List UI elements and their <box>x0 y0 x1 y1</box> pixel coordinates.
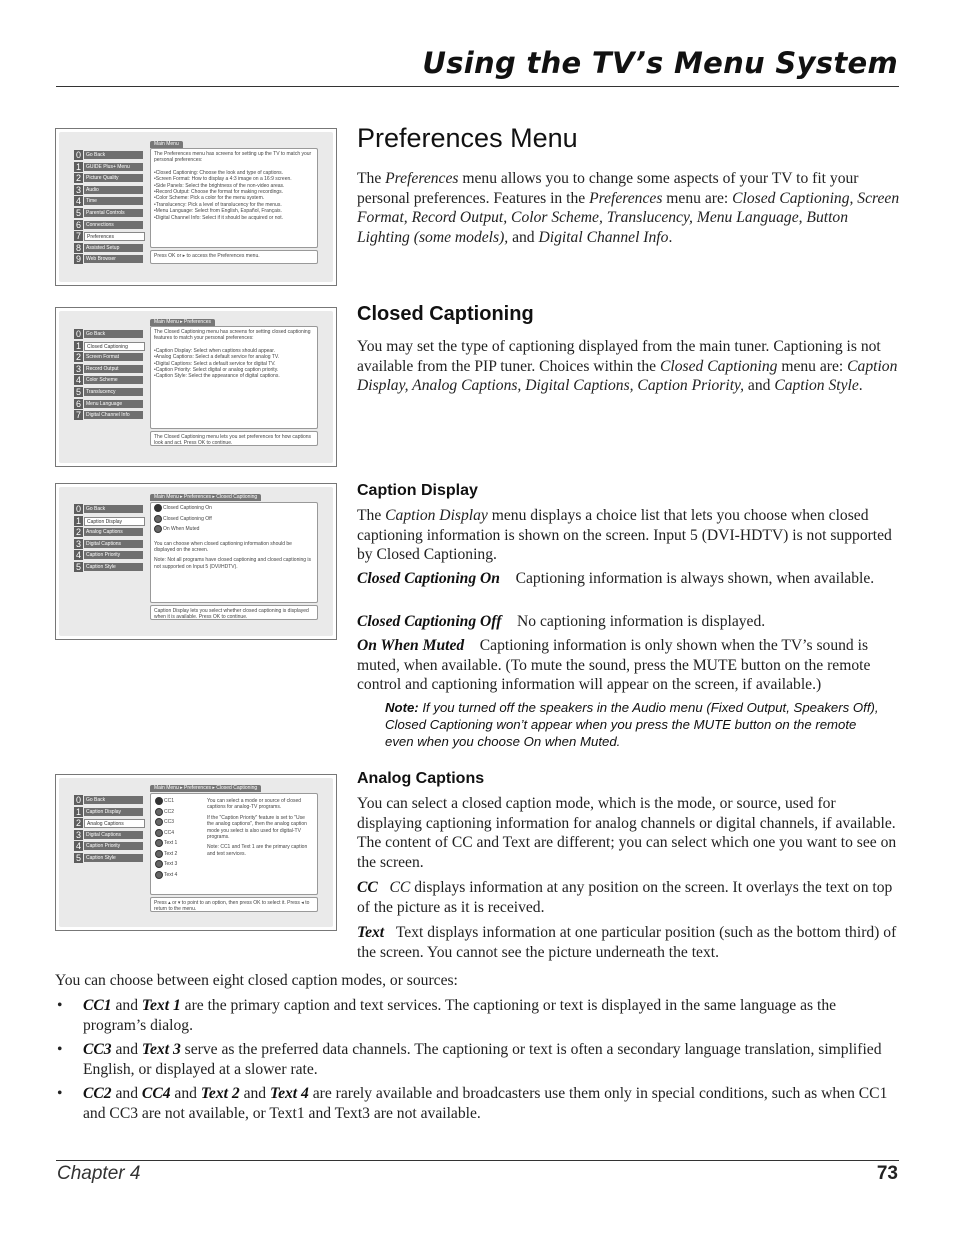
menu-item-label: Digital Captions <box>84 831 143 839</box>
menu-item-number: 5 <box>75 207 81 218</box>
option-column <box>155 798 199 882</box>
menu-text-line: If the "Caption Priority" feature is set to "Use the analog captions", then the analog caption mode you select is also used for digital-TV programs. <box>207 814 307 841</box>
menu-text-line: •Menu Language: Select from English, Español, Français. <box>154 208 282 215</box>
menu-item-number: 1 <box>75 161 81 172</box>
menu-item-number: 5 <box>75 386 81 397</box>
menu-item-label: Digital Captions <box>84 540 143 548</box>
menu-item[interactable] <box>74 220 144 232</box>
menu-item-label: Analog Captions <box>84 528 143 536</box>
menu-item[interactable] <box>74 329 144 341</box>
radio-label: Closed Captioning On <box>163 505 212 511</box>
section-title-analog-captions: Analog Captions <box>357 770 485 787</box>
menu-item-number: 0 <box>75 150 81 160</box>
radio-icon <box>155 797 163 805</box>
radio-option[interactable] <box>155 830 199 841</box>
menu-options <box>150 502 318 603</box>
section-title-preferences: Preferences Menu <box>357 123 578 153</box>
menu-item[interactable] <box>74 341 144 353</box>
radio-label: CC4 <box>164 829 175 836</box>
menu-item-number: 7 <box>75 410 81 421</box>
cc-definition: CC CC displays information at any position on the screen. It overlays the text on top of the picture as it is received. <box>357 879 893 916</box>
menu-item-label: Caption Style <box>84 563 143 571</box>
footer-chapter: Chapter 4 <box>57 1163 141 1184</box>
menu-item-number: 3 <box>75 538 81 549</box>
page-number: 73 <box>876 1163 898 1184</box>
footer-rule <box>56 1160 899 1161</box>
radio-label: On When Muted <box>163 526 200 532</box>
text-definition: Text Text displays information at one particular position (such as the bottom third) of the screen. You cannot see the picture underneath the text. <box>357 924 897 961</box>
menu-item-number: 8 <box>75 242 81 253</box>
menu-item-number: 0 <box>75 329 81 339</box>
menu-item-label: Connections <box>84 221 143 229</box>
menu-item-number: 1 <box>75 340 81 351</box>
section-title-caption-display: Caption Display <box>357 482 478 499</box>
menu-item[interactable] <box>74 162 144 174</box>
breadcrumb: Main Menu ▸ Preferences <box>150 319 215 326</box>
menu-item[interactable] <box>74 196 144 208</box>
menu-item-number: 1 <box>75 806 81 817</box>
menu-nav <box>74 150 144 266</box>
menu-item-label: Caption Priority <box>84 842 143 850</box>
menu-text-line: •Closed Captioning: Choose the look and type of captions. <box>154 169 284 176</box>
menu-item-number: 6 <box>75 398 81 409</box>
menu-help-text: Press ▴ or ▾ to point to an option, then press OK to select it. Press ◂ to return to the menu. <box>150 897 318 912</box>
menu-help-text: Caption Display lets you select whether closed captioning is displayed when it is available. Press OK to continue. <box>150 605 318 620</box>
menu-item-number: 4 <box>75 550 81 561</box>
menu-item-label: Analog Captions <box>84 819 145 828</box>
menu-item-label: Web Browser <box>84 255 143 263</box>
radio-icon <box>155 871 163 879</box>
menu-description <box>150 148 318 248</box>
radio-icon <box>155 829 163 837</box>
menu-item-number: 2 <box>75 818 81 829</box>
radio-option[interactable] <box>154 516 314 527</box>
breadcrumb: Main Menu ▸ Preferences ▸ Closed Captioning <box>150 785 261 792</box>
menu-item-number: 7 <box>75 231 81 242</box>
menu-item-number: 9 <box>75 254 81 265</box>
menu-item[interactable] <box>74 352 144 364</box>
menu-text-line: Note: CC1 and Text 1 are the primary caption and text services. <box>207 844 308 857</box>
radio-label: CC2 <box>164 808 175 815</box>
menu-text-line: •Digital Captions: Select a default service for digital TV. <box>154 360 276 367</box>
radio-label: CC3 <box>164 819 175 825</box>
menu-item-number: 2 <box>75 352 81 363</box>
menu-item-number: 0 <box>75 504 81 514</box>
caption-display-paragraph: The Caption Display menu displays a choice list that lets you choose when closed captioning information is shown on the screen. Input 5 (DVI-HDTV) is not supported by Closed Captioning. <box>357 507 892 564</box>
menu-item[interactable] <box>74 150 144 162</box>
menu-item-number: 2 <box>75 173 81 184</box>
menu-item[interactable] <box>74 375 144 387</box>
menu-item[interactable] <box>74 516 144 528</box>
screenshot-preferences-menu <box>55 307 337 467</box>
radio-option[interactable] <box>155 861 199 872</box>
menu-text-line: •Screen Format: How to display a 4:3 image on a 16:9 screen. <box>154 176 292 183</box>
bullet-glyph: • <box>57 1041 63 1058</box>
menu-item-label: Translucency <box>84 388 143 396</box>
caption-modes-intro: You can choose between eight closed caption modes, or sources: <box>55 972 458 989</box>
description-column <box>207 798 311 857</box>
menu-item-number: 3 <box>75 829 81 840</box>
menu-item[interactable] <box>74 185 144 197</box>
menu-item[interactable] <box>74 387 144 399</box>
menu-item[interactable] <box>74 243 144 255</box>
menu-item-label: Go Back <box>84 796 143 804</box>
menu-item[interactable] <box>74 231 144 243</box>
radio-label: Text 1 <box>164 840 178 846</box>
radio-option[interactable] <box>154 526 314 537</box>
menu-item[interactable] <box>74 853 144 865</box>
screenshot-analog-captions-menu <box>55 774 337 931</box>
menu-item-label: Go Back <box>84 330 143 338</box>
menu-text-line: •Caption Priority: Select digital or analog caption priority. <box>154 367 279 374</box>
menu-item[interactable] <box>74 364 144 376</box>
menu-item-number: 4 <box>75 375 81 386</box>
menu-item-label: Color Scheme <box>84 376 143 384</box>
radio-icon <box>155 839 163 847</box>
radio-label: Text 4 <box>164 871 178 878</box>
radio-label: CC1 <box>164 798 175 804</box>
menu-item-number: 2 <box>75 527 81 538</box>
radio-option[interactable] <box>155 872 199 883</box>
menu-item-label: Digital Channel Info <box>84 411 143 419</box>
menu-item[interactable] <box>74 562 144 574</box>
menu-item-label: Go Back <box>84 505 143 513</box>
radio-option[interactable] <box>155 840 199 851</box>
menu-item-number: 3 <box>75 363 81 374</box>
list-item: • CC2 and CC4 and Text 2 and Text 4 are rarely available and broadcasters use them only in special conditions, such as when CC1 and CC3 are not available, or Text1 and Text3 are not available. <box>57 1085 888 1122</box>
menu-item-number: 6 <box>75 219 81 230</box>
menu-text-line: •Color Scheme: Pick a color for the menu system. <box>154 195 265 202</box>
menu-text-line: •Analog Captions: Select a default service for analog TV. <box>154 354 280 361</box>
menu-item-label: Parental Controls <box>84 209 143 217</box>
menu-text-line: •Record Output: Choose the format for making recordings. <box>154 189 284 196</box>
menu-item-number: 4 <box>75 841 81 852</box>
menu-item-label: Go Back <box>84 151 143 159</box>
menu-item[interactable] <box>74 527 144 539</box>
menu-text-line: The Closed Captioning menu has screens for setting closed captioning features to match your personal preferences: <box>154 329 311 342</box>
menu-help-text: Press OK or ▸ to access the Preferences menu. <box>150 250 318 264</box>
menu-item[interactable] <box>74 399 144 411</box>
radio-icon <box>154 504 162 512</box>
menu-nav <box>74 504 144 574</box>
menu-item[interactable] <box>74 841 144 853</box>
menu-item[interactable] <box>74 208 144 220</box>
screenshot-main-menu <box>55 128 337 286</box>
menu-item-label: Picture Quality <box>84 174 143 182</box>
menu-item-number: 4 <box>75 196 81 207</box>
cc-off-definition: Closed Captioning Off No captioning information is displayed. <box>357 613 766 630</box>
radio-icon <box>155 850 163 858</box>
breadcrumb: Main Menu ▸ Preferences ▸ Closed Captioning <box>150 494 261 501</box>
menu-item-label: Screen Format <box>84 353 143 361</box>
header-rule <box>56 86 899 87</box>
menu-item[interactable] <box>74 539 144 551</box>
analog-captions-paragraph: You can select a closed caption mode, which is the mode, or source, used for displaying captioning information for analog channels or digital channels, if available. The content of CC and Text are different; you can select which one you want to see on the screen. <box>357 795 897 871</box>
menu-nav <box>74 329 144 422</box>
page-header-title: Using the TV’s Menu System <box>422 46 898 80</box>
radio-option[interactable] <box>154 505 314 516</box>
menu-text-line: You can select a mode or source of closed captions for analog-TV programs. <box>207 798 302 811</box>
menu-description <box>150 326 318 429</box>
radio-icon <box>154 525 162 533</box>
radio-option[interactable] <box>155 798 199 809</box>
radio-label: Text 3 <box>164 861 178 867</box>
menu-item-label: Closed Captioning <box>84 342 145 351</box>
radio-option[interactable] <box>155 851 199 862</box>
menu-item-label: Time <box>84 197 143 205</box>
menu-item-label: Audio <box>84 186 143 194</box>
speaker-note: Note: If you turned off the speakers in the Audio menu (Fixed Output, Speakers Off), Closed Captioning won’t appear when you press the MUTE button on the remote even when you choose On when Muted. <box>385 700 879 749</box>
menu-text-line: •Digital Channel Info: Select if it should be acquired or not. <box>154 214 284 221</box>
menu-text-line: •Caption Style: Select the appearance of digital captions. <box>154 373 280 380</box>
menu-nav <box>74 795 144 865</box>
menu-item[interactable] <box>74 830 144 842</box>
preferences-paragraph: The Preferences menu allows you to change some aspects of your TV to fit your personal preferences. Features in the Preferences menu are: Closed Captioning, Screen Format, Record Output, Color Scheme, Translucency, Menu Language, Button Lighting (some models), and Digital Channel Info. <box>357 170 900 246</box>
menu-item-label: Assisted Setup <box>84 244 143 252</box>
menu-item[interactable] <box>74 173 144 185</box>
menu-item[interactable] <box>74 254 144 266</box>
closed-captioning-paragraph: You may set the type of captioning displayed from the main tuner. Captioning is not available from the PIP tuner. Choices within the Closed Captioning menu are: Caption Display, Analog Captions, Digital Captions, Caption Priority, and Caption Style. <box>357 338 898 395</box>
menu-text-line: Note: Not all programs have closed captioning and closed captioning is not supported on Input 5 (DVI/HDTV). <box>154 557 312 570</box>
menu-item-number: 0 <box>75 795 81 805</box>
menu-item[interactable] <box>74 818 144 830</box>
radio-option[interactable] <box>155 819 199 830</box>
radio-icon <box>155 860 163 868</box>
menu-text-line: •Caption Display: Select when captions should appear. <box>154 347 275 354</box>
menu-item-label: Preferences <box>84 232 145 241</box>
menu-text-line: You can choose when closed captioning information should be displayed on the screen. <box>154 540 292 553</box>
menu-item-number: 5 <box>75 852 81 863</box>
list-item: • CC1 and Text 1 are the primary caption and text services. The captioning or text is displayed in the same language as the program’s dialog. <box>57 997 837 1034</box>
menu-item[interactable] <box>74 410 144 422</box>
menu-text-line: •Side Panels: Select the brightness of the non-video areas. <box>154 182 285 189</box>
menu-item-label: Caption Priority <box>84 551 143 559</box>
menu-item-label: Caption Style <box>84 854 143 862</box>
radio-icon <box>155 808 163 816</box>
breadcrumb: Main Menu <box>150 141 183 148</box>
menu-item-number: 3 <box>75 184 81 195</box>
radio-label: Closed Captioning Off <box>163 515 212 522</box>
on-when-muted-definition: On When Muted Captioning information is only shown when the TV’s sound is muted, when available. (To mute the sound, press the MUTE button on the remote control and captioning information will appear on the screen, if available.) <box>357 637 871 694</box>
bullet-glyph: • <box>57 1085 63 1102</box>
cc-on-definition: Closed Captioning On Captioning information is always shown, when available. <box>357 570 875 587</box>
list-item: • CC3 and Text 3 serve as the preferred data channels. The captioning or text is often a secondary language translation, simplified English, or displayed at a slower rate. <box>57 1041 882 1078</box>
radio-icon <box>154 515 162 523</box>
menu-item[interactable] <box>74 550 144 562</box>
menu-item-label: Caption Display <box>84 808 143 816</box>
radio-option[interactable] <box>155 809 199 820</box>
menu-item-label: Record Output <box>84 365 143 373</box>
menu-item-number: 1 <box>75 515 81 526</box>
menu-item-label: Menu Language <box>84 400 143 408</box>
menu-options <box>150 793 318 895</box>
menu-text-line: •Translucency: Pick a level of translucency for the menus. <box>154 201 282 208</box>
menu-item-number: 5 <box>75 561 81 572</box>
menu-text-line: The Preferences menu has screens for setting up the TV to match your personal preferences: <box>154 151 312 164</box>
radio-icon <box>155 818 163 826</box>
menu-item[interactable] <box>74 504 144 516</box>
menu-help-text: The Closed Captioning menu lets you set preferences for how captions look and act. Press OK to continue. <box>150 431 318 446</box>
menu-item-label: Caption Display <box>84 517 145 526</box>
menu-item[interactable] <box>74 807 144 819</box>
radio-label: Text 2 <box>164 850 178 857</box>
menu-item[interactable] <box>74 795 144 807</box>
bullet-glyph: • <box>57 997 63 1014</box>
screenshot-caption-display-menu <box>55 483 337 640</box>
menu-item-label: GUIDE Plus+ Menu <box>84 163 143 171</box>
section-title-closed-captioning: Closed Captioning <box>357 303 534 325</box>
